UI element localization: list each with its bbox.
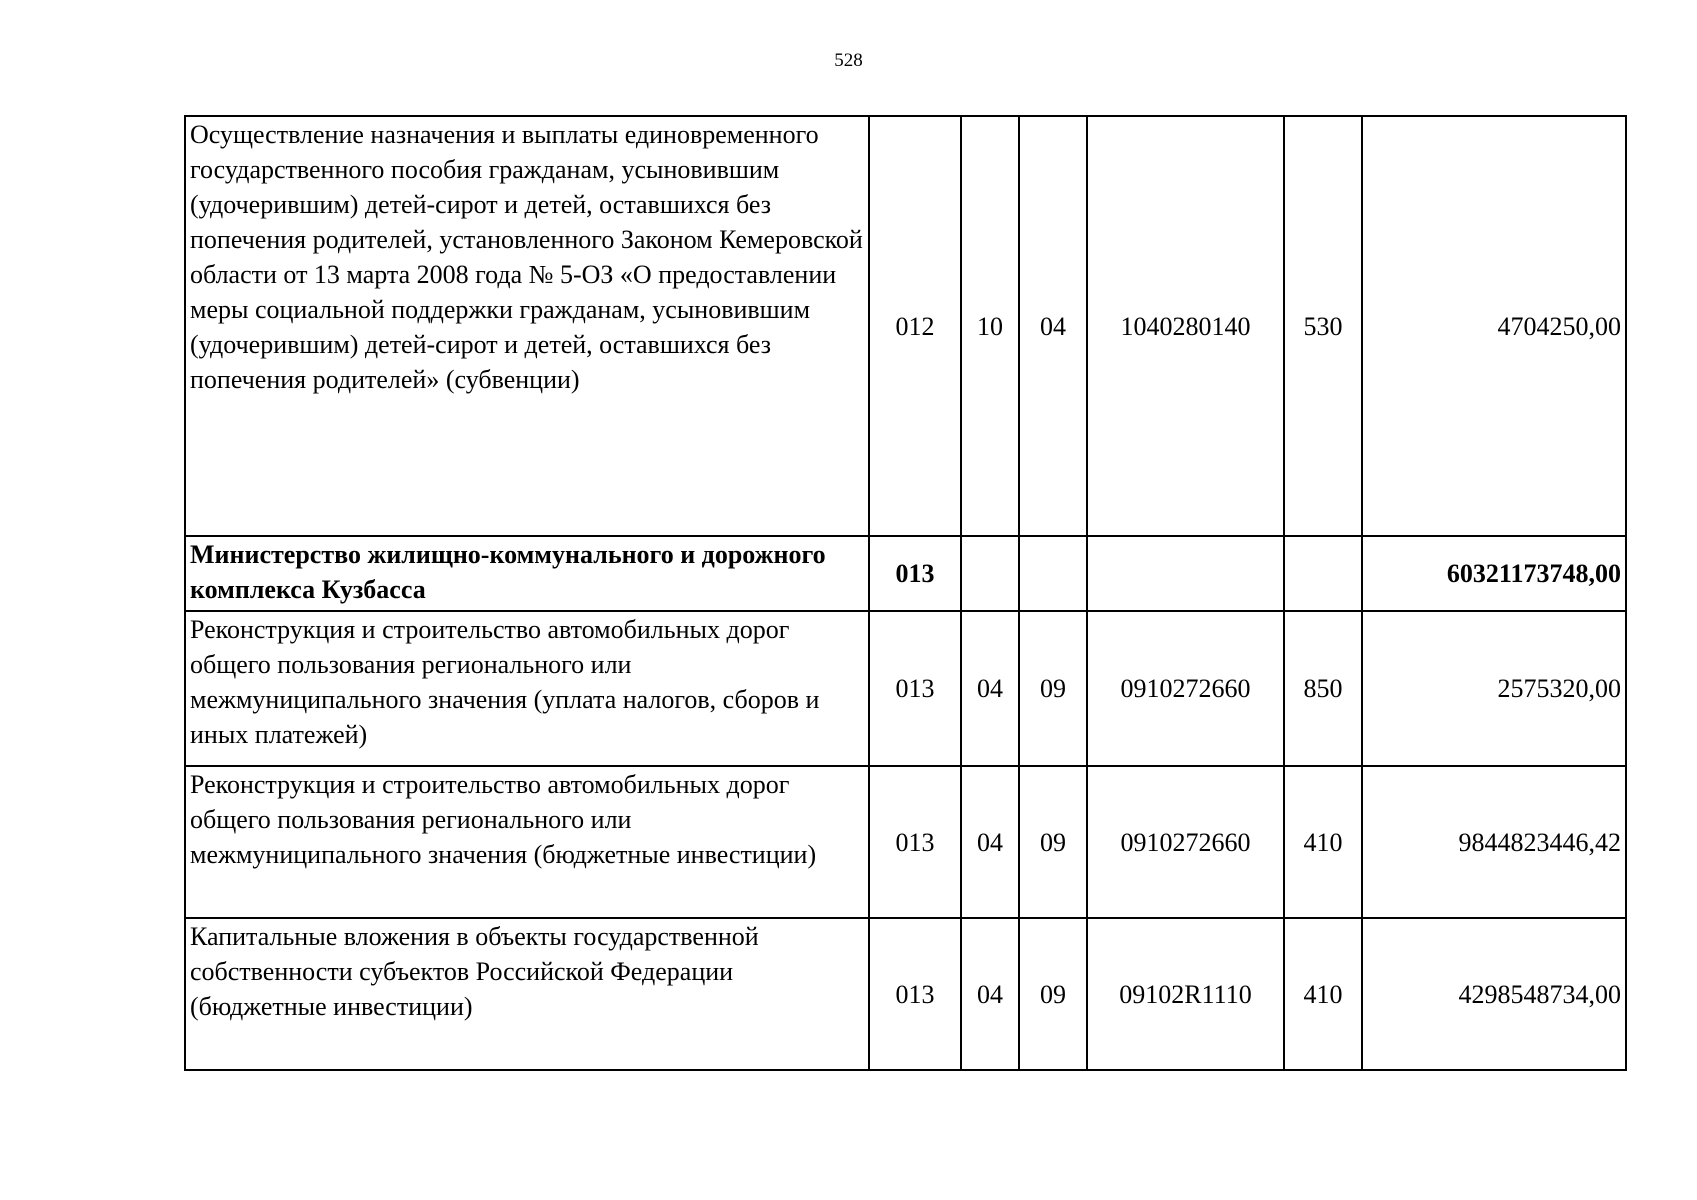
ministry-code: 012 bbox=[869, 116, 961, 536]
subsection-code: 04 bbox=[1019, 116, 1087, 536]
row-name: Министерство жилищно-коммунального и дорожного комплекса Кузбасса bbox=[185, 536, 869, 611]
row-name: Реконструкция и строительство автомобильных дорог общего пользования регионального или межмуниципального значения (уплата налогов, сборов и иных платежей) bbox=[185, 611, 869, 766]
ministry-code: 013 bbox=[869, 536, 961, 611]
target-article: 09102R1110 bbox=[1087, 918, 1284, 1070]
subsection-code: 09 bbox=[1019, 611, 1087, 766]
subsection-code: 09 bbox=[1019, 766, 1087, 918]
target-article: 0910272660 bbox=[1087, 611, 1284, 766]
section-code: 04 bbox=[961, 918, 1019, 1070]
ministry-code: 013 bbox=[869, 766, 961, 918]
row-name: Осуществление назначения и выплаты единовременного государственного пособия гражданам, усыновившим (удочерившим) детей-сирот и детей, оставшихся без попечения родителей, установленного Законом Кемеровской области от 13 марта 2008 года № 5-ОЗ «О предоставлении меры социальной поддержки гражданам, усыновившим (удочерившим) детей-сирот и детей, оставшихся без попечения родителей» (субвенции) bbox=[185, 116, 869, 536]
subsection-code bbox=[1019, 536, 1087, 611]
table-row bbox=[185, 611, 1626, 766]
budget-table bbox=[184, 115, 1627, 1071]
table-row bbox=[185, 116, 1626, 536]
table-row bbox=[185, 766, 1626, 918]
expense-type: 410 bbox=[1284, 918, 1362, 1070]
target-article bbox=[1087, 536, 1284, 611]
section-code: 04 bbox=[961, 766, 1019, 918]
row-name: Капитальные вложения в объекты государственной собственности субъектов Российской Федерации (бюджетные инвестиции) bbox=[185, 918, 869, 1070]
expense-type: 530 bbox=[1284, 116, 1362, 536]
expense-type: 410 bbox=[1284, 766, 1362, 918]
row-name: Реконструкция и строительство автомобильных дорог общего пользования регионального или межмуниципального значения (бюджетные инвестиции) bbox=[185, 766, 869, 918]
section-code: 10 bbox=[961, 116, 1019, 536]
table-row bbox=[185, 918, 1626, 1070]
page-number: 528 bbox=[834, 50, 863, 71]
amount: 9844823446,42 bbox=[1362, 766, 1626, 918]
target-article: 0910272660 bbox=[1087, 766, 1284, 918]
amount: 4298548734,00 bbox=[1362, 918, 1626, 1070]
expense-type bbox=[1284, 536, 1362, 611]
section-code bbox=[961, 536, 1019, 611]
amount: 2575320,00 bbox=[1362, 611, 1626, 766]
amount: 4704250,00 bbox=[1362, 116, 1626, 536]
subsection-code: 09 bbox=[1019, 918, 1087, 1070]
table-row bbox=[185, 536, 1626, 611]
ministry-code: 013 bbox=[869, 611, 961, 766]
expense-type: 850 bbox=[1284, 611, 1362, 766]
target-article: 1040280140 bbox=[1087, 116, 1284, 536]
amount: 60321173748,00 bbox=[1362, 536, 1626, 611]
ministry-code: 013 bbox=[869, 918, 961, 1070]
section-code: 04 bbox=[961, 611, 1019, 766]
